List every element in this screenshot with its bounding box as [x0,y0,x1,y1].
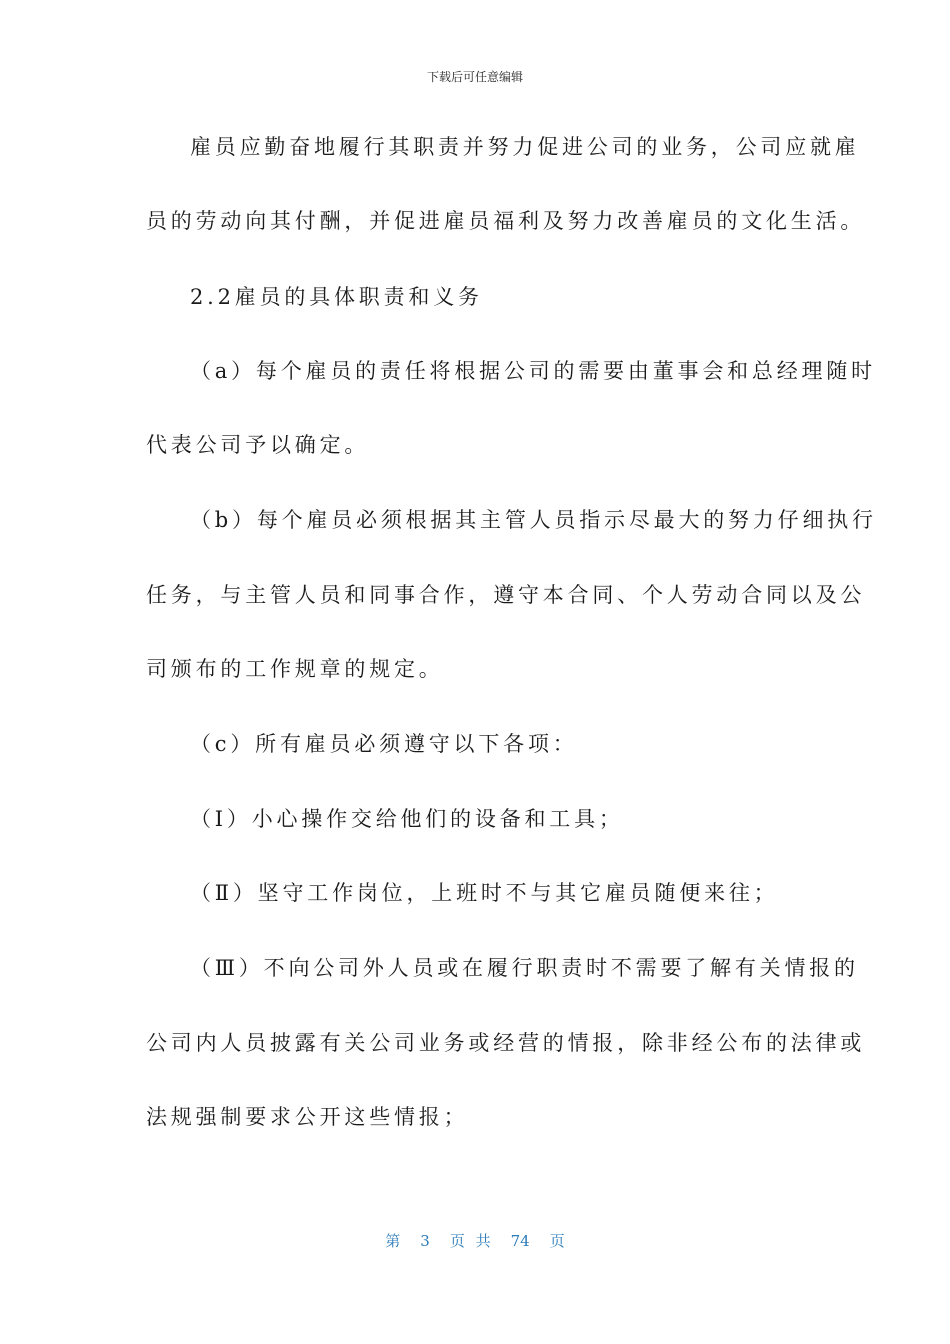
paragraph-line: 任务，与主管人员和同事合作，遵守本合同、个人劳动合同以及公 [146,583,866,607]
list-item: （Ⅱ）坚守工作岗位，上班时不与其它雇员随便来往； [190,881,779,905]
paragraph-line: （b）每个雇员必须根据其主管人员指示尽最大的努力仔细执行 [190,508,877,532]
paragraph-line: 代表公司予以确定。 [146,433,370,457]
footer-prefix: 第 [385,1232,401,1250]
paragraph-line: （a）每个雇员的责任将根据公司的需要由董事会和总经理随时 [190,359,876,383]
paragraph-line: 雇员应勤奋地履行其职责并努力促进公司的业务，公司应就雇 [190,135,860,159]
paragraph-line: 员的劳动向其付酬，并促进雇员福利及努力改善雇员的文化生活。 [146,209,866,233]
section-heading: 2.2雇员的具体职责和义务 [190,285,483,309]
paragraph-line: （c）所有雇员必须遵守以下各项： [190,732,578,756]
paragraph-line: 公司内人员披露有关公司业务或经营的情报，除非经公布的法律或 [146,1031,866,1055]
total-pages-number: 74 [510,1232,530,1250]
list-item: （Ⅲ）不向公司外人员或在履行职责时不需要了解有关情报的 [190,956,859,980]
footer-middle: 页 共 [449,1232,491,1250]
footer-suffix: 页 [549,1232,565,1250]
paragraph-line: 司颁布的工作规章的规定。 [146,657,444,681]
paragraph-line: 法规强制要求公开这些情报； [146,1105,469,1129]
current-page-number: 3 [420,1232,430,1250]
list-item: （Ⅰ）小心操作交给他们的设备和工具； [190,807,624,831]
header-note: 下载后可任意编辑 [426,70,523,84]
page-footer [0,1230,950,1251]
